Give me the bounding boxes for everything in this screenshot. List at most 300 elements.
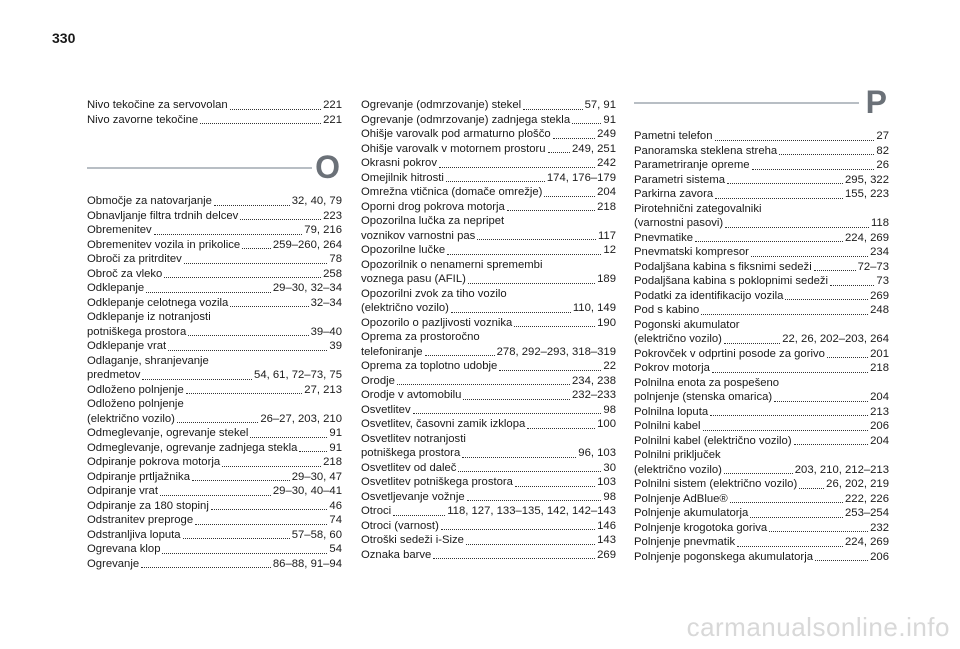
entry-pages: 146 <box>597 519 616 532</box>
dot-leader <box>779 154 874 155</box>
entry-label: Omrežna vtičnica (domače omrežje) <box>361 186 543 198</box>
dot-leader <box>146 292 271 293</box>
index-entry <box>634 506 889 521</box>
section-header-p <box>634 84 889 124</box>
entry-pages: 249, 251 <box>572 142 616 155</box>
entry-pages: 201 <box>870 347 889 360</box>
entry-pages: 91 <box>329 427 342 439</box>
index-entry <box>361 113 616 128</box>
entry-pages: 234, 238 <box>572 374 616 387</box>
entry-pages: 295, 322 <box>845 173 889 186</box>
dot-leader <box>458 471 601 472</box>
index-entry <box>87 296 342 311</box>
entry-pages: 189 <box>597 273 616 285</box>
entry-pages: 29–30, 47 <box>291 470 342 483</box>
entry-label-line: Polnilni priključek <box>634 449 721 461</box>
index-entry <box>634 173 889 188</box>
entry-pages: 278, 292–293, 318–319 <box>496 345 616 358</box>
index-entry <box>634 521 889 536</box>
entry-label: Opozorilne lučke <box>361 244 446 256</box>
entry-pages: 98 <box>603 403 616 416</box>
index-entry <box>634 245 889 260</box>
entry-pages: 29–30, 32–34 <box>272 282 342 294</box>
entry-label: Pod s kabino <box>634 304 700 316</box>
entry-pages: 218 <box>323 456 342 468</box>
entry-label: Okrasni pokrov <box>361 157 437 169</box>
entry-pages: 30 <box>603 461 616 474</box>
entry-label: Odloženo polnjenje <box>87 383 184 396</box>
entry-pages: 79, 216 <box>304 224 342 236</box>
entry-label: Orodje <box>361 374 395 387</box>
index-entry <box>634 492 889 507</box>
entry-pages: 78 <box>329 253 342 265</box>
dot-leader <box>441 529 595 530</box>
dot-leader <box>710 415 868 416</box>
dot-leader <box>724 473 793 474</box>
watermark: carmanualsonline.info <box>686 612 950 642</box>
entry-pages: 98 <box>603 490 616 503</box>
dot-leader <box>572 123 601 124</box>
entry-label-line: Polnilna enota za pospešeno <box>634 376 780 389</box>
entry-pages: 46 <box>329 499 342 512</box>
dot-leader <box>160 495 271 496</box>
entry-label: Parametriranje opreme <box>634 159 750 171</box>
entry-label: Oznaka barve <box>361 548 432 561</box>
entry-pages: 204 <box>870 391 889 403</box>
entry-label: Pokrov motorja <box>634 362 710 374</box>
index-entry <box>634 434 889 449</box>
entry-label: Ogrevana klop <box>87 543 161 555</box>
index-entry <box>634 477 889 492</box>
entry-label: Odpiranje vrat <box>87 485 158 497</box>
entry-label: Odmeglevanje, ogrevanje stekel <box>87 427 249 439</box>
entry-label: Obremenitev <box>87 224 152 236</box>
index-entry <box>361 127 616 142</box>
entry-label: Osvetlitev <box>361 403 411 416</box>
entry-pages: 118, 127, 133–135, 142, 142–143 <box>447 505 616 517</box>
dot-leader <box>200 123 321 124</box>
entry-pages: 218 <box>597 200 616 213</box>
entry-pages: 204 <box>597 186 616 198</box>
entry-label: Omejilnik hitrosti <box>361 171 444 184</box>
entry-label: Obroči za pritrditev <box>87 253 182 265</box>
index-entry <box>634 535 889 550</box>
entry-label: Pametni telefon <box>634 130 713 142</box>
entry-pages: 224, 269 <box>845 231 889 244</box>
index-entry <box>87 557 342 572</box>
entry-pages: 258 <box>323 267 342 280</box>
page-number: 330 <box>52 30 76 46</box>
dot-leader <box>715 198 843 199</box>
entry-pages: 26–27, 203, 210 <box>260 412 342 425</box>
dot-leader <box>515 486 595 487</box>
index-entry <box>361 258 616 287</box>
index-entries-o-continued <box>361 98 616 562</box>
index-entry <box>634 289 889 304</box>
index-entry <box>634 144 889 159</box>
index-entry <box>87 426 342 441</box>
index-entry <box>361 359 616 374</box>
entry-label: Odklepanje celotnega vozila <box>87 296 229 309</box>
index-entry <box>361 461 616 476</box>
index-entry <box>361 214 616 243</box>
entry-label: (električno vozilo) <box>634 333 722 345</box>
dot-leader <box>447 254 601 255</box>
index-entry <box>87 238 342 253</box>
dot-leader <box>433 558 595 559</box>
entry-pages: 232 <box>870 521 889 534</box>
index-entry <box>361 200 616 215</box>
index-entry <box>87 339 342 354</box>
entry-pages: 27, 213 <box>304 383 342 396</box>
dot-leader <box>462 457 576 458</box>
entry-pages: 110, 149 <box>572 302 616 314</box>
entry-label: Osvetljevanje vožnje <box>361 490 465 503</box>
index-entry <box>361 316 616 331</box>
index-entry <box>361 504 616 519</box>
index-entry <box>361 243 616 258</box>
index-entry <box>361 156 616 171</box>
index-entry <box>634 202 889 231</box>
entry-label-line: Opozorilni zvok za tiho vozilo <box>361 287 507 300</box>
dot-leader <box>548 152 570 153</box>
dot-leader <box>477 239 596 240</box>
dot-leader <box>211 509 328 510</box>
index-column-3 <box>634 84 889 564</box>
dot-leader <box>192 480 290 481</box>
entry-pages: 223 <box>323 209 342 222</box>
entry-label: Obnavljanje filtra trdnih delcev <box>87 209 239 222</box>
entry-pages: 222, 226 <box>845 492 889 505</box>
dot-leader <box>553 138 596 139</box>
entry-label: Polnjenje pnevmatik <box>634 536 736 548</box>
dot-leader <box>214 205 290 206</box>
index-entry <box>634 231 889 246</box>
index-entry <box>87 354 342 383</box>
entry-label: Odklepanje <box>87 282 145 294</box>
index-entry <box>87 267 342 282</box>
entry-label: Odstranljiva loputa <box>87 528 181 541</box>
dot-leader <box>730 502 843 503</box>
index-entry <box>634 129 889 144</box>
entry-pages: 259–260, 264 <box>272 238 342 251</box>
dot-leader <box>750 517 843 518</box>
dot-leader <box>815 560 868 561</box>
entry-label: Ogrevanje (odmrzovanje) stekel <box>361 99 522 111</box>
index-entry <box>87 470 342 485</box>
dot-leader <box>154 234 303 235</box>
index-entry <box>634 187 889 202</box>
dot-leader <box>467 500 602 501</box>
index-entry <box>361 287 616 316</box>
entry-label-line: Odlaganje, shranjevanje <box>87 354 209 367</box>
entry-pages: 232–233 <box>572 389 616 401</box>
dot-leader <box>712 372 868 373</box>
dot-leader <box>250 437 327 438</box>
entry-label: Pokrovček v odprtini posode za gorivo <box>634 347 825 360</box>
entry-pages: 12 <box>603 244 616 256</box>
index-entries-o <box>87 194 342 571</box>
dot-leader <box>737 546 843 547</box>
dot-leader <box>451 312 571 313</box>
dot-leader <box>514 326 595 327</box>
dot-leader <box>794 444 869 445</box>
entry-pages: 249 <box>597 128 616 140</box>
section-letter-p: P <box>865 84 887 120</box>
entry-pages: 27 <box>876 130 889 142</box>
entry-pages: 143 <box>597 534 616 546</box>
dot-leader <box>725 227 869 228</box>
dot-leader <box>183 538 290 539</box>
entry-pages: 22 <box>603 360 616 372</box>
index-column-1 <box>87 98 342 571</box>
entry-label: Ohišje varovalk pod armaturno ploščo <box>361 128 551 140</box>
entry-label: Parametri sistema <box>634 173 726 186</box>
index-entry <box>634 260 889 275</box>
entry-pages: 174, 176–179 <box>546 171 616 184</box>
index-entry <box>87 528 342 543</box>
index-entry <box>634 550 889 565</box>
entry-label: Polnilni kabel <box>634 420 701 432</box>
entry-label-line: Opozorilnik o nenamerni spremembi <box>361 258 543 271</box>
dot-leader <box>727 183 843 184</box>
entry-pages: 206 <box>870 420 889 432</box>
dot-leader <box>230 306 308 307</box>
index-entries-p <box>634 129 889 564</box>
entry-label: Nivo zavorne tekočine <box>87 113 199 126</box>
entry-pages: 224, 269 <box>845 536 889 548</box>
section-divider <box>634 102 859 104</box>
entry-pages: 206 <box>870 550 889 563</box>
entry-pages: 213 <box>870 405 889 418</box>
entry-label: Otroški sedeži i-Size <box>361 534 464 546</box>
entry-label: Osvetlitev, časovni zamik izklopa <box>361 418 526 430</box>
dot-leader <box>439 167 595 168</box>
entry-pages: 57, 91 <box>584 99 616 111</box>
entry-label: Podaljšana kabina s fiksnimi sedeži <box>634 260 812 273</box>
index-entry <box>634 274 889 289</box>
entry-pages: 103 <box>597 476 616 488</box>
dot-leader <box>162 553 327 554</box>
index-entry <box>361 548 616 563</box>
dot-leader <box>240 219 321 220</box>
entry-label: Pnevmatski kompresor <box>634 246 749 258</box>
index-entry <box>634 361 889 376</box>
index-entry <box>361 519 616 534</box>
entry-label: Otroci <box>361 505 392 517</box>
index-entry <box>361 533 616 548</box>
entry-pages: 118 <box>870 217 889 229</box>
dot-leader <box>523 109 582 110</box>
index-entry <box>361 185 616 200</box>
entry-pages: 32, 40, 79 <box>291 195 342 207</box>
entry-label-line: Pogonski akumulator <box>634 318 740 331</box>
index-entry <box>87 397 342 426</box>
entry-label: Oporni drog pokrova motorja <box>361 200 505 213</box>
index-entry <box>87 194 342 209</box>
entry-label-line: Odloženo polnjenje <box>87 398 184 410</box>
dot-leader <box>785 299 868 300</box>
dot-leader <box>230 109 321 110</box>
index-entry <box>87 98 342 113</box>
entry-label: Panoramska steklena streha <box>634 144 778 157</box>
dot-leader <box>142 379 252 380</box>
dot-leader <box>397 384 570 385</box>
section-header-o <box>87 149 342 189</box>
index-entry <box>87 310 342 339</box>
entry-label: Odmeglevanje, ogrevanje zadnjega stekla <box>87 441 298 454</box>
dot-leader <box>774 401 868 402</box>
dot-leader <box>544 196 595 197</box>
entry-label: Podatki za identifikacijo vozila <box>634 289 784 302</box>
entry-pages: 22, 26, 202–203, 264 <box>782 333 889 345</box>
entry-pages: 91 <box>603 113 616 126</box>
dot-leader <box>188 335 308 336</box>
dot-leader <box>827 357 868 358</box>
entry-pages: 117 <box>597 229 616 242</box>
section-divider <box>87 167 312 169</box>
entry-label: Polnjenje krogotoka goriva <box>634 521 768 534</box>
entry-label-line: Opozorilna lučka za nepripet <box>361 215 505 227</box>
index-entry <box>634 405 889 420</box>
entry-label: Obroč za vleko <box>87 267 163 280</box>
entry-label: Odpiranje prtljažnika <box>87 470 190 483</box>
entry-label: Odklepanje vrat <box>87 340 167 352</box>
entry-pages: 39 <box>329 340 342 352</box>
dot-leader <box>507 210 595 211</box>
entry-pages: 54 <box>329 543 342 555</box>
dot-leader <box>499 370 601 371</box>
entry-label: Polnjenje pogonskega akumulatorja <box>634 550 813 563</box>
dot-leader <box>186 393 303 394</box>
dot-leader <box>715 140 875 141</box>
index-entry <box>87 441 342 456</box>
dot-leader <box>164 277 321 278</box>
entry-label: Odpiranje za 180 stopinj <box>87 499 209 512</box>
entry-label: (električno vozilo) <box>634 463 722 476</box>
index-entry <box>361 374 616 389</box>
index-entry <box>634 376 889 405</box>
entry-label: Polnjenje AdBlue® <box>634 492 728 505</box>
dot-leader <box>468 283 595 284</box>
dot-leader <box>446 181 545 182</box>
index-entry <box>87 484 342 499</box>
entry-pages: 32–34 <box>310 296 342 309</box>
entry-label: Odpiranje pokrova motorja <box>87 456 221 468</box>
dot-leader <box>184 263 328 264</box>
dot-leader <box>527 428 595 429</box>
index-entry <box>634 158 889 173</box>
entry-pages: 73 <box>876 275 889 287</box>
dot-leader <box>393 515 445 516</box>
entry-label: Podaljšana kabina s poklopnimi sedeži <box>634 275 829 287</box>
entry-label: potniškega prostora <box>87 325 187 338</box>
entry-label: Ogrevanje <box>87 557 140 570</box>
index-entry <box>634 318 889 347</box>
entry-label-line: Pirotehnični zategovalniki <box>634 202 762 215</box>
entry-label: telefoniranje <box>361 345 423 358</box>
entry-pages: 221 <box>323 113 342 126</box>
dot-leader <box>463 399 570 400</box>
entry-label-line: Oprema za prostoročno <box>361 331 480 343</box>
dot-leader <box>703 430 869 431</box>
entry-pages: 100 <box>597 418 616 430</box>
entry-pages: 221 <box>323 99 342 111</box>
index-entry <box>87 223 342 238</box>
entry-pages: 82 <box>876 144 889 157</box>
dot-leader <box>769 531 868 532</box>
entry-pages: 218 <box>870 362 889 374</box>
index-entry <box>87 113 342 128</box>
entry-pages: 72–73 <box>857 260 889 273</box>
dot-leader <box>168 350 327 351</box>
entry-label: voznega pasu (AFIL) <box>361 273 466 285</box>
dot-leader <box>177 422 258 423</box>
entry-label: Opozorilo o pazljivosti voznika <box>361 316 513 329</box>
entry-pages: 234 <box>870 246 889 258</box>
entry-label: Polnilni sistem (električno vozilo) <box>634 478 798 490</box>
entry-label: Polnilni kabel (električno vozilo) <box>634 434 792 447</box>
entry-label: Osvetlitev potniškega prostora <box>361 476 513 488</box>
dot-leader <box>466 544 595 545</box>
index-entry <box>634 448 889 477</box>
index-entry <box>361 417 616 432</box>
entry-pages: 74 <box>329 514 342 526</box>
dot-leader <box>413 413 602 414</box>
entry-pages: 86–88, 91–94 <box>272 557 342 570</box>
index-entry <box>634 419 889 434</box>
index-entry <box>361 403 616 418</box>
index-entry <box>634 303 889 318</box>
entry-pages: 248 <box>870 304 889 316</box>
dot-leader <box>695 241 843 242</box>
entry-pages: 91 <box>329 441 342 454</box>
dot-leader <box>752 169 875 170</box>
section-letter-o: O <box>315 149 340 185</box>
dot-leader <box>425 355 495 356</box>
entry-label: Osvetlitev od daleč <box>361 461 457 474</box>
entry-label: (električno vozilo) <box>361 302 449 314</box>
entry-pages: 29–30, 40–41 <box>272 485 342 497</box>
entry-pages: 54, 61, 72–73, 75 <box>254 369 342 381</box>
entry-label: Ohišje varovalk v motornem prostoru <box>361 142 546 155</box>
index-entry <box>87 383 342 398</box>
entry-label: Orodje v avtomobilu <box>361 389 462 401</box>
entry-pages: 96, 103 <box>578 447 616 459</box>
entry-pages: 26 <box>876 159 889 171</box>
entry-pages: 269 <box>597 548 616 561</box>
entry-label: Obremenitev vozila in prikolice <box>87 238 241 251</box>
entry-label: (varnostni pasovi) <box>634 217 724 229</box>
dot-leader <box>195 524 327 525</box>
entry-pages: 242 <box>597 157 616 169</box>
dot-leader <box>701 314 868 315</box>
entry-label-line: Osvetlitev notranjosti <box>361 432 466 445</box>
index-entry <box>87 209 342 224</box>
index-column-2 <box>361 98 616 562</box>
index-entry <box>361 98 616 113</box>
entry-pages: 253–254 <box>845 507 889 519</box>
entry-label-line: Odklepanje iz notranjosti <box>87 311 211 323</box>
entry-pages: 57–58, 60 <box>291 528 342 541</box>
index-entry <box>87 281 342 296</box>
entry-pages: 203, 210, 212–213 <box>794 463 889 476</box>
dot-leader <box>299 451 327 452</box>
index-entry <box>87 252 342 267</box>
dot-leader <box>814 270 856 271</box>
dot-leader <box>830 285 874 286</box>
entry-pages: 26, 202, 219 <box>826 478 889 490</box>
